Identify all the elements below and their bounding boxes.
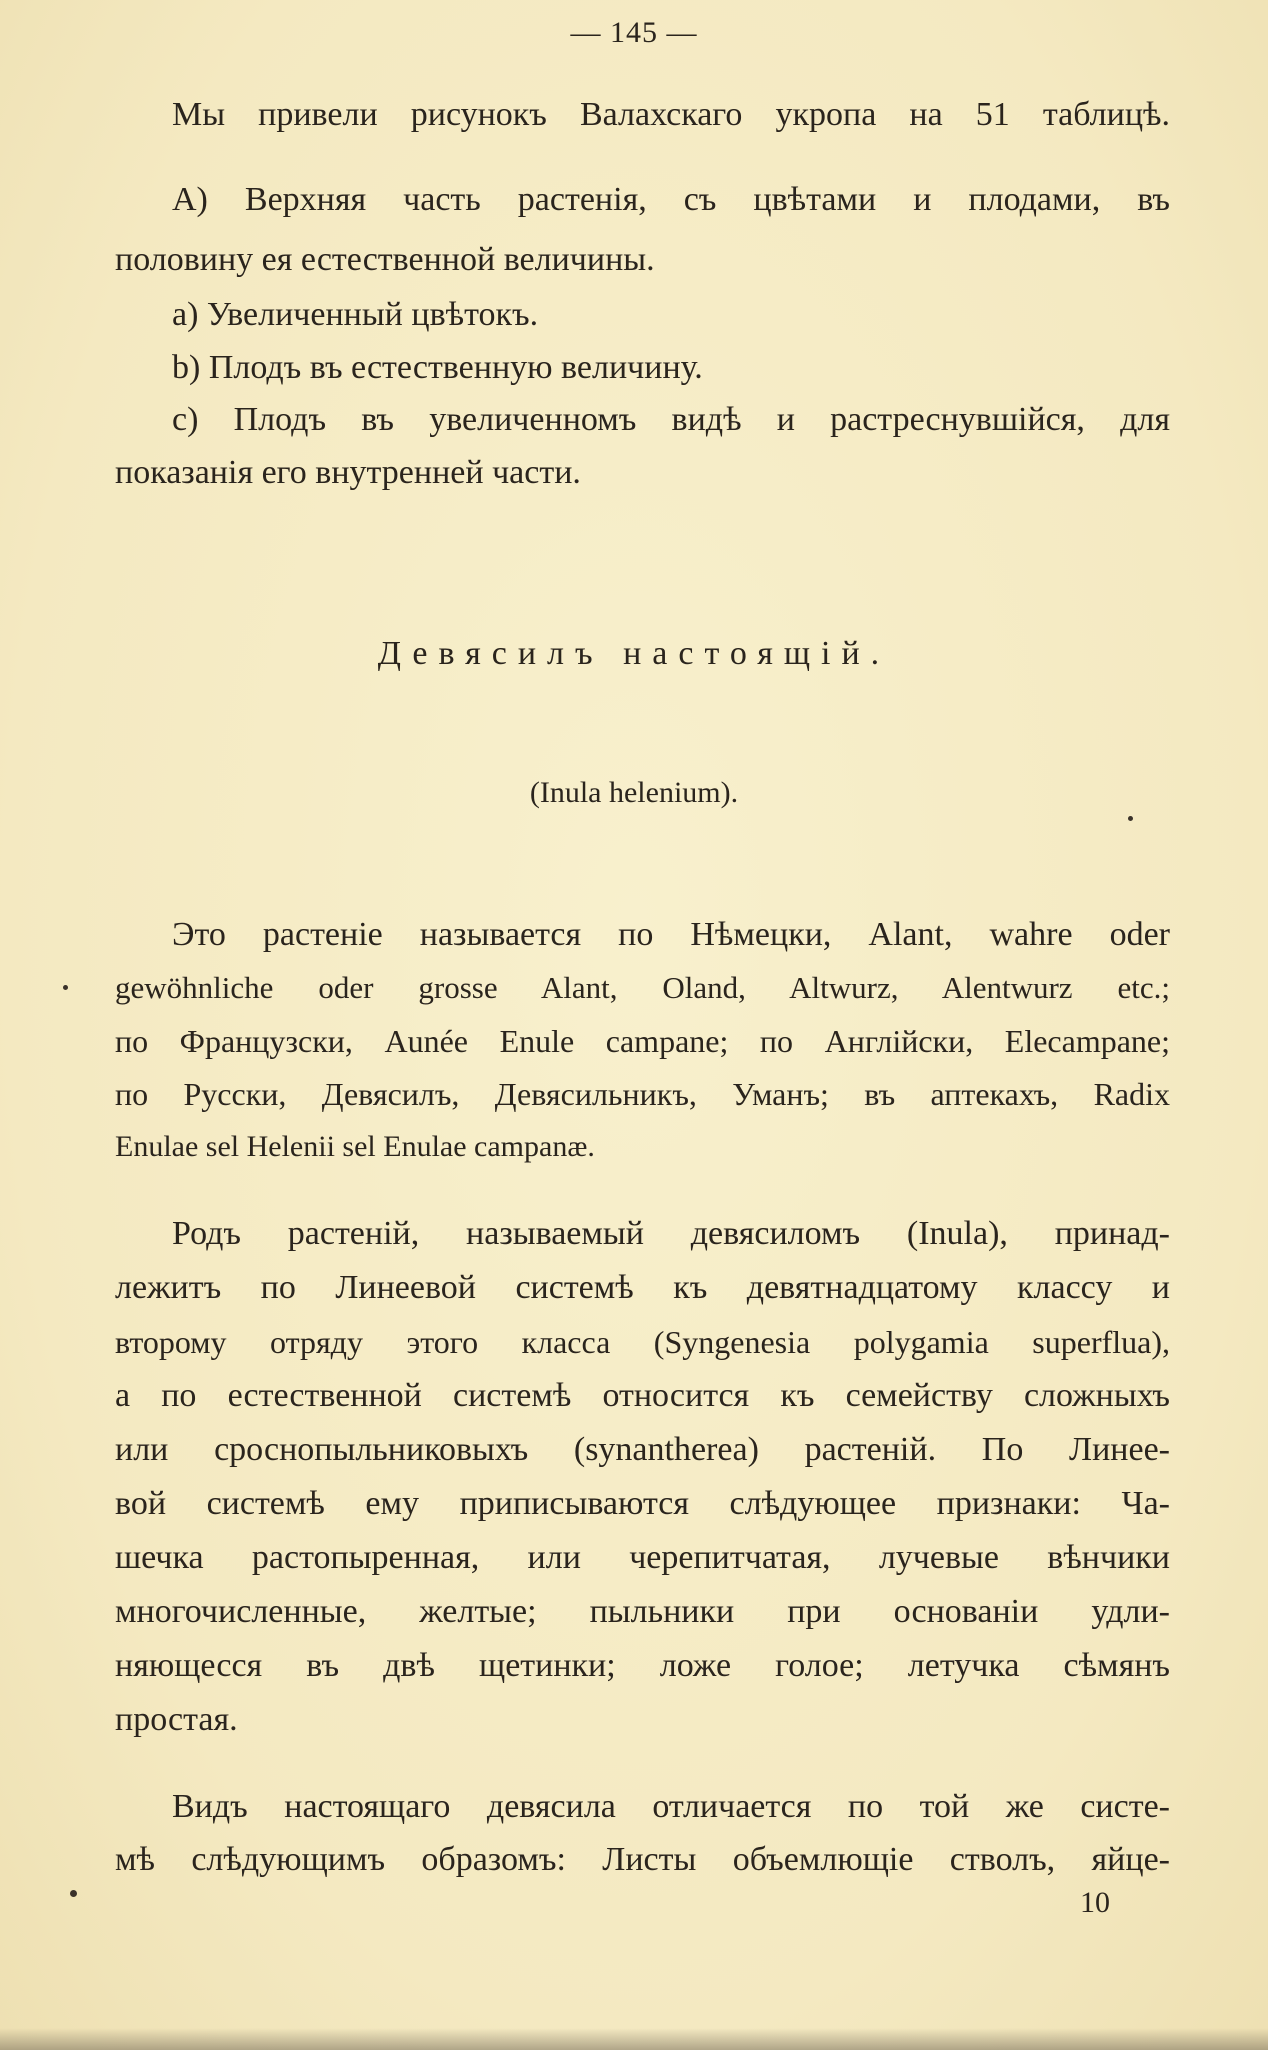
section-title: Девясилъ настоящій. <box>377 635 891 672</box>
legend-item-a: а) Увеличенный цвѣтокъ. <box>172 296 539 333</box>
names-line-2: gewöhnliche oder grosse Alant, Oland, Altwurz, Alentwurz etc.; <box>115 970 1170 1005</box>
genus-line-9: няющесся въ двѣ щетинки; ложе голое; летучка сѣмянъ <box>115 1647 1170 1684</box>
print-speck <box>1128 816 1133 821</box>
genus-line-4: а по естественной системѣ относится къ семейству сложныхъ <box>115 1377 1170 1414</box>
names-line-1: Это растеніе называется по Нѣмецки, Alant, wahre oder <box>172 916 1170 953</box>
section-latin-name: (Inula helenium). <box>529 776 739 809</box>
genus-line-6: вой системѣ ему приписываются слѣдующее признаки: Ча- <box>115 1485 1170 1522</box>
legend-a-line-2: половину ея естественной величины. <box>115 241 655 278</box>
genus-line-10: простая. <box>115 1701 238 1738</box>
intro-line: Мы привели рисунокъ Валахскаго укропа на 51 таблицѣ. <box>172 96 1170 133</box>
printer-signature: 10 <box>1080 1886 1110 1919</box>
names-line-3: по Французски, Aunée Enule campane; по Англійски, Elecampane; <box>115 1023 1170 1059</box>
page-number: — 145 — <box>570 16 698 49</box>
print-speck <box>70 1890 77 1897</box>
genus-line-8: многочисленные, желтые; пыльники при основаніи удли- <box>115 1593 1170 1630</box>
genus-line-7: шечка растопыренная, или черепитчатая, лучевые вѣнчики <box>115 1539 1170 1576</box>
names-line-4: по Русски, Девясилъ, Девясильникъ, Уманъ; въ аптекахъ, Radix <box>115 1076 1170 1112</box>
species-line-2: мѣ слѣдующимъ образомъ: Листы объемлющіе стволъ, яйце- <box>115 1841 1170 1878</box>
legend-item-b: b) Плодъ въ естественную величину. <box>172 349 703 386</box>
names-line-5: Enulae sel Helenii sel Enulae campanæ. <box>115 1130 595 1163</box>
legend-a-line-1: А) Верхняя часть растенія, съ цвѣтами и плодами, въ <box>172 181 1170 218</box>
genus-line-5: или сроснопыльниковыхъ (synantherea) растеній. По Линее- <box>115 1431 1170 1468</box>
genus-line-3: второму отряду этого класса (Syngenesia polygamia superflua), <box>115 1324 1170 1360</box>
genus-line-1: Родъ растеній, называемый девясиломъ (Inula), принад- <box>172 1215 1170 1252</box>
page-edge-shadow <box>0 2028 1268 2050</box>
species-line-1: Видъ настоящаго девясила отличается по той же систе- <box>172 1788 1170 1825</box>
print-speck <box>63 985 68 990</box>
legend-item-c-line-2: показанія его внутренней части. <box>115 454 581 491</box>
genus-line-2: лежитъ по Линеевой системѣ къ девятнадцатому классу и <box>115 1269 1170 1306</box>
legend-item-c-line-1: с) Плодъ въ увеличенномъ видѣ и растреснувшійся, для <box>172 401 1170 438</box>
